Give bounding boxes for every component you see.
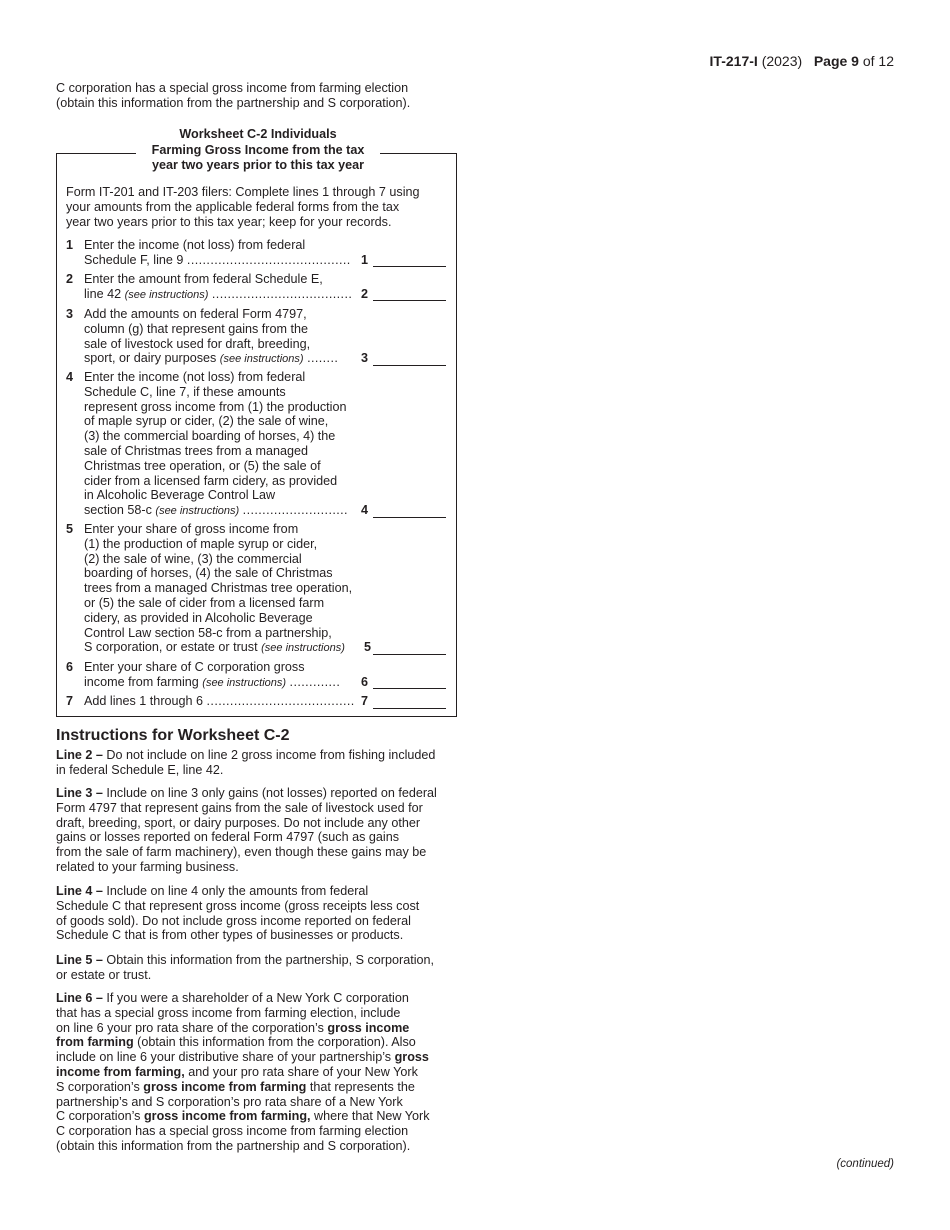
line-text: column (g) that represent gains from the [84, 321, 308, 336]
instr-line2 [56, 748, 466, 778]
instr-bold: gross income from farming, [143, 1109, 311, 1124]
leader-dots: ........................... [242, 503, 348, 518]
line-text: Add the amounts on federal Form 4797, [84, 307, 307, 321]
instr-text: Include on line 3 only gains (not losses) reported on federal [106, 786, 437, 800]
line-6-entry-field[interactable] [373, 674, 446, 689]
worksheet-title-line: year two years prior to this tax year [151, 158, 365, 173]
line-3-entry-field[interactable] [373, 351, 446, 366]
form-id: IT-217-I [709, 53, 758, 69]
line-text: represent gross income from (1) the production [84, 399, 347, 414]
line-1-entry-field[interactable] [373, 252, 446, 267]
intro-line: C corporation has a special gross income from farming election [56, 81, 409, 95]
instr-text: If you were a shareholder of a New York C corporation [106, 991, 409, 1005]
line-number: 1 [66, 238, 74, 252]
line-description [84, 522, 374, 656]
line-text-last [84, 287, 374, 303]
line-description [84, 370, 374, 519]
see-instructions-note: (see instructions) [219, 353, 304, 366]
instr-label: Line 4 – [56, 884, 103, 898]
page-total: of 12 [862, 53, 894, 69]
line-text: of maple syrup or cider, (2) the sale of wine, [84, 414, 329, 429]
instr-text: Schedule C that represent gross income (gross receipts less cost [56, 898, 420, 913]
line-text: sale of livestock used for draft, breeding, [84, 336, 311, 351]
line-ref-2: 2 [361, 286, 369, 301]
line-text: section 58-c [84, 503, 152, 518]
instr-text: Do not include on line 2 gross income from fishing included [106, 748, 436, 762]
see-instructions-note: (see instructions) [261, 642, 345, 655]
line-number: 6 [66, 660, 74, 674]
line-2-entry-field[interactable] [373, 286, 446, 301]
instr-bold: gross [394, 1050, 429, 1065]
worksheet-title-line: Worksheet C-2 Individuals [179, 127, 337, 141]
line-text: or (5) the sale of cider from a licensed farm [84, 595, 325, 610]
leader-dots: ............. [289, 674, 341, 689]
instr-bold: income from farming, [56, 1064, 185, 1079]
intro-line: (obtain this information from the partnership and S corporation). [56, 96, 411, 110]
instr-text: C corporation’s [56, 1109, 141, 1124]
line-ref-1: 1 [361, 252, 369, 267]
intro-paragraph [56, 81, 476, 111]
line-number: 5 [66, 522, 74, 536]
line-ref-6: 6 [361, 674, 369, 689]
line-description [84, 272, 374, 303]
line-text: Enter your share of C corporation gross [84, 660, 305, 674]
instr-text: C corporation has a special gross income from farming election [56, 1124, 409, 1139]
leader-dots: .................................... [211, 286, 353, 301]
line-text: cidery, as provided in Alcoholic Beverage [84, 610, 313, 625]
line-number: 4 [66, 370, 74, 384]
instr-text: related to your farming business. [56, 859, 239, 874]
line-text: boarding of horses, (4) the sale of Christmas [84, 566, 333, 581]
instr-text: (obtain this information from the corporation). Also [137, 1035, 416, 1050]
worksheet-intro-line: year two years prior to this tax year; keep for your records. [66, 214, 392, 229]
instr-text: include on line 6 your distributive share of your partnership’s [56, 1050, 392, 1065]
line-text: (3) the commercial boarding of horses, 4) the [84, 429, 336, 444]
line-text: line 42 [84, 286, 122, 301]
instr-text: gains or losses reported on federal Form 4797 (such as gains [56, 830, 400, 845]
line-text: Enter your share of gross income from [84, 522, 299, 536]
line-text: (1) the production of maple syrup or cider, [84, 536, 318, 551]
line-text: Control Law section 58-c from a partnership, [84, 625, 332, 640]
line-text: income from farming [84, 674, 199, 689]
instr-line6 [56, 991, 466, 1154]
instr-line5 [56, 953, 466, 983]
line-ref-4: 4 [361, 503, 369, 518]
see-instructions-note: (see instructions) [202, 676, 287, 689]
line-description [84, 660, 374, 691]
line-ref-3: 3 [361, 351, 369, 366]
worksheet-intro-line: your amounts from the applicable federal forms from the tax [66, 199, 400, 214]
instr-label: Line 6 – [56, 991, 103, 1005]
instr-line4 [56, 884, 466, 943]
line-text-last [84, 675, 374, 691]
line-text: (2) the sale of wine, (3) the commercial [84, 551, 302, 566]
line-text: Schedule F, line 9 [84, 252, 184, 267]
worksheet-intro [66, 185, 451, 229]
instr-text: Include on line 4 only the amounts from federal [106, 884, 369, 898]
line-5-entry-field[interactable] [373, 640, 446, 655]
instr-text: (obtain this information from the partnership and S corporation). [56, 1138, 411, 1153]
instr-text: Schedule C that is from other types of businesses or products. [56, 928, 404, 943]
line-text: Christmas tree operation, or (5) the sale of [84, 458, 321, 473]
line-text: Add lines 1 through 6 [84, 694, 204, 708]
line-description [84, 307, 374, 367]
instr-text: Obtain this information from the partnership, S corporation, [106, 953, 435, 967]
instr-text: that has a special gross income from farming election, include [56, 1005, 401, 1020]
worksheet-title [136, 127, 380, 174]
instr-label: Line 2 – [56, 748, 103, 762]
line-text: sport, or dairy purposes [84, 351, 217, 366]
leader-dots: ...................................... [206, 694, 355, 708]
line-number: 7 [66, 694, 74, 708]
line-text: Schedule C, line 7, if these amounts [84, 384, 286, 399]
instr-text: partnership’s and S corporation’s pro rata share of a New York [56, 1094, 403, 1109]
line-text: S corporation, or estate or trust [84, 640, 258, 655]
continued-note: (continued) [836, 1158, 894, 1170]
instr-text: or estate or trust. [56, 967, 152, 982]
instr-bold: from farming [56, 1035, 134, 1050]
line-4-entry-field[interactable] [373, 503, 446, 518]
line-text-last [84, 351, 374, 367]
instr-text: Form 4797 that represent gains from the sale of livestock used for [56, 800, 423, 815]
leader-dots: .......................................... [186, 252, 351, 267]
leader-dots: ........ [307, 351, 339, 366]
line-7-entry-field[interactable] [373, 694, 446, 709]
instr-label: Line 3 – [56, 786, 103, 800]
line-text: trees from a managed Christmas tree operation, [84, 581, 353, 596]
page-number: Page 9 [813, 53, 859, 69]
instr-line3 [56, 786, 466, 875]
instr-bold: gross income [327, 1020, 410, 1035]
instructions-heading: Instructions for Worksheet C-2 [56, 727, 290, 744]
page-header [710, 53, 894, 69]
line-text: sale of Christmas trees from a managed [84, 443, 308, 458]
line-number: 2 [66, 272, 74, 286]
instr-text: on line 6 your pro rata share of the corporation’s [56, 1020, 324, 1035]
line-ref-7: 7 [361, 694, 369, 708]
line-description [84, 238, 374, 268]
instr-text: draft, breeding, sport, or dairy purposes. Do not include any other [56, 815, 421, 830]
instr-text: and your pro rata share of your New York [188, 1064, 418, 1079]
instr-text: from the sale of farm machinery), even though these gains may be [56, 845, 427, 860]
line-text-last [84, 503, 374, 519]
see-instructions-note: (see instructions) [124, 288, 209, 301]
line-description [84, 694, 374, 709]
line-ref-5: 5 [364, 640, 372, 655]
instr-text: where that New York [314, 1109, 430, 1124]
see-instructions-note: (see instructions) [155, 505, 240, 518]
instr-label: Line 5 – [56, 953, 103, 967]
line-text-last [84, 253, 374, 268]
line-text-last [84, 640, 374, 656]
instr-text: that represents the [309, 1079, 415, 1094]
line-number: 3 [66, 307, 74, 321]
line-text: Enter the amount from federal Schedule E, [84, 272, 323, 286]
worksheet-title-line: Farming Gross Income from the tax [151, 142, 365, 157]
line-text: cider from a licensed farm cidery, as provided [84, 473, 338, 488]
worksheet-intro-line: Form IT-201 and IT-203 filers: Complete lines 1 through 7 using [66, 185, 420, 199]
form-year: (2023) [761, 53, 803, 69]
line-text: Enter the income (not loss) from federal [84, 238, 306, 252]
line-text-last [84, 694, 374, 709]
instr-text: in federal Schedule E, line 42. [56, 762, 224, 777]
instr-text: S corporation’s [56, 1079, 140, 1094]
instr-text: of goods sold). Do not include gross income reported on federal [56, 913, 411, 928]
line-text: Enter the income (not loss) from federal [84, 370, 306, 384]
line-text: in Alcoholic Beverage Control Law [84, 488, 276, 503]
instr-bold: gross income from farming [143, 1079, 307, 1094]
